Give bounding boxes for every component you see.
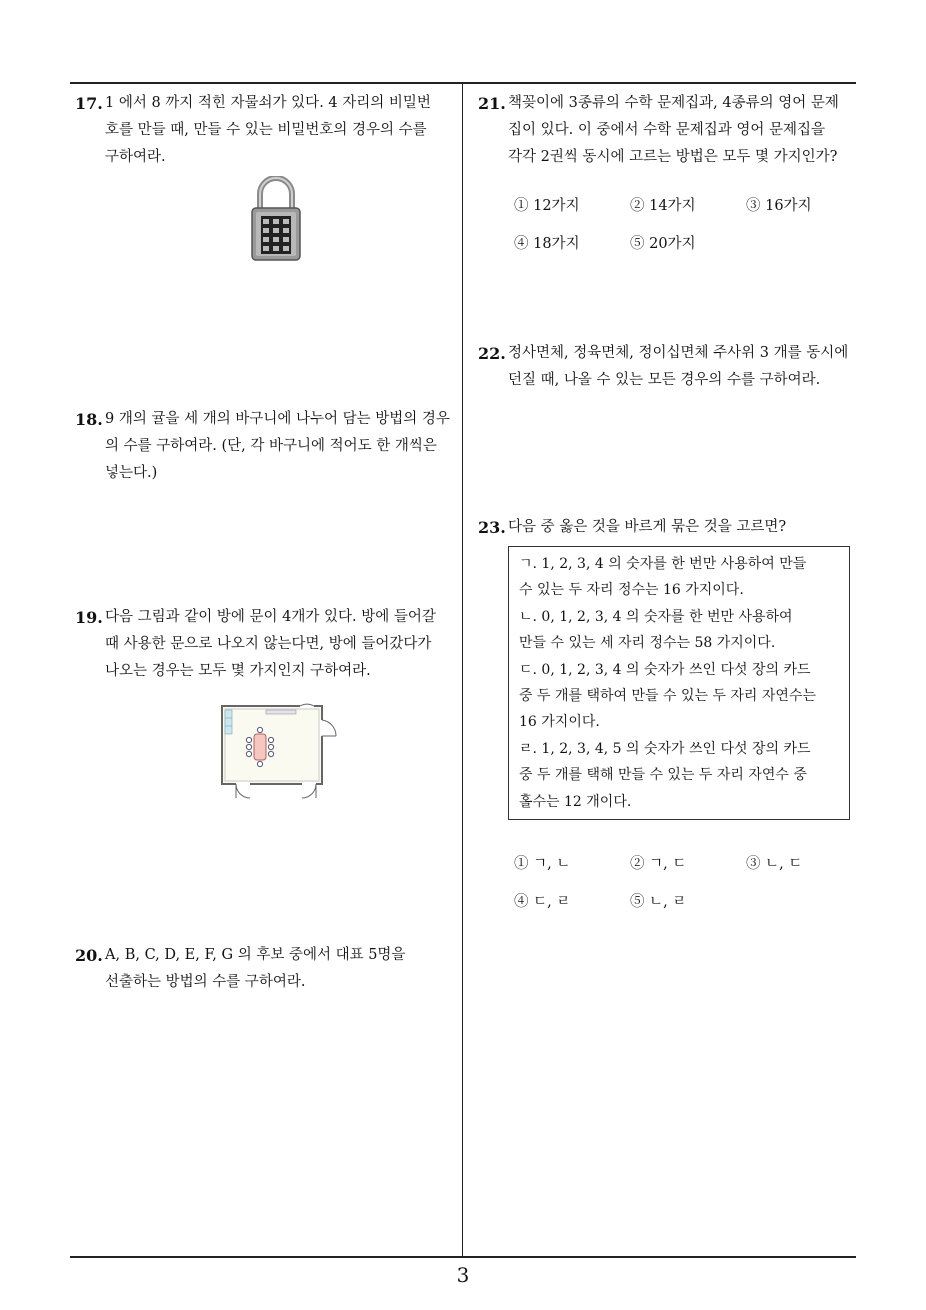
- statement-line: ㄷ. 0, 1, 2, 3, 4 의 숫자가 쓰인 다섯 장의 카드: [519, 661, 811, 678]
- question-number: 21.: [478, 94, 506, 113]
- choice-3[interactable]: ③ ㄴ, ㄷ: [746, 856, 803, 872]
- question-text-line: 9 개의 귤을 세 개의 바구니에 나누어 담는 방법의 경우: [105, 411, 450, 427]
- question-text-line: A, B, C, D, E, F, G 의 후보 중에서 대표 5명을: [105, 947, 406, 963]
- question-17: [75, 90, 455, 171]
- statement-line: ㄹ. 1, 2, 3, 4, 5 의 숫자가 쓰인 다섯 장의 카드: [519, 740, 811, 757]
- question-20: [75, 942, 455, 996]
- question-text-line: 1 에서 8 까지 적힌 자물쇠가 있다. 4 자리의 비밀번: [105, 95, 431, 111]
- choices-21: [514, 194, 854, 254]
- question-21: [478, 90, 860, 171]
- column-divider: [462, 82, 463, 1257]
- choice-4[interactable]: ④ ㄷ, ㄹ: [514, 894, 571, 910]
- question-22: [478, 340, 860, 394]
- statement-line: 수 있는 두 자리 정수는 16 가지이다.: [519, 582, 744, 599]
- question-text-line: 집이 있다. 이 중에서 수학 문제집과 영어 문제집을: [508, 122, 826, 138]
- page-number: 3: [456, 1263, 470, 1287]
- question-text-line: 의 수를 구하여라. (단, 각 바구니에 적어도 한 개씩은: [105, 438, 437, 454]
- choice-2[interactable]: ② ㄱ, ㄷ: [630, 856, 687, 872]
- question-text-line: 책꽂이에 3종류의 수학 문제집과, 4종류의 영어 문제: [508, 95, 839, 111]
- bottom-rule: [70, 1256, 856, 1258]
- room-floorplan-figure: [218, 700, 348, 800]
- statement-line: ㄱ. 1, 2, 3, 4 의 숫자를 한 번만 사용하여 만들: [519, 556, 807, 572]
- choice-4[interactable]: ④ 18가지: [514, 236, 580, 252]
- question-23: [478, 514, 860, 541]
- question-text-line: 각각 2권씩 동시에 고르는 방법은 모두 몇 가지인가?: [508, 149, 838, 165]
- choice-1[interactable]: ① ㄱ, ㄴ: [514, 856, 571, 872]
- choice-5[interactable]: ⑤ 20가지: [630, 236, 696, 252]
- question-number: 18.: [75, 410, 103, 429]
- question-text-line: 던질 때, 나올 수 있는 모든 경우의 수를 구하여라.: [508, 372, 821, 388]
- question-number: 20.: [75, 946, 103, 965]
- question-number: 19.: [75, 608, 103, 627]
- question-text-line: 나오는 경우는 모두 몇 가지인지 구하여라.: [105, 663, 371, 679]
- choice-3[interactable]: ③ 16가지: [746, 198, 812, 214]
- statement-line: 16 가지이다.: [519, 714, 600, 731]
- statement-line: 중 두 개를 택해 만들 수 있는 두 자리 자연수 중: [519, 767, 807, 784]
- question-19: [75, 604, 455, 685]
- question-text-line: 때 사용한 문으로 나오지 않는다면, 방에 들어갔다가: [105, 636, 432, 652]
- choices-23: [514, 852, 854, 912]
- choice-5[interactable]: ⑤ ㄴ, ㄹ: [630, 894, 687, 910]
- statements-box: [508, 546, 850, 820]
- statement-line: 만들 수 있는 세 자리 정수는 58 가지이다.: [519, 635, 776, 652]
- question-text-line: 호를 만들 때, 만들 수 있는 비밀번호의 경우의 수를: [105, 122, 427, 138]
- question-text-line: 다음 중 옳은 것을 바르게 묶은 것을 고르면?: [508, 519, 787, 535]
- statement-line: ㄴ. 0, 1, 2, 3, 4 의 숫자를 한 번만 사용하여: [519, 608, 793, 625]
- question-18: [75, 406, 455, 487]
- choice-1[interactable]: ① 12가지: [514, 198, 580, 214]
- statement-line: 홀수는 12 개이다.: [519, 793, 632, 810]
- padlock-figure: [248, 176, 304, 262]
- question-number: 17.: [75, 94, 103, 113]
- question-text-line: 정사면체, 정육면체, 정이십면체 주사위 3 개를 동시에: [508, 345, 849, 361]
- choice-2[interactable]: ② 14가지: [630, 198, 696, 214]
- statement-line: 중 두 개를 택하여 만들 수 있는 두 자리 자연수는: [519, 688, 817, 705]
- question-text-line: 구하여라.: [105, 149, 166, 165]
- question-text-line: 선출하는 방법의 수를 구하여라.: [105, 974, 306, 990]
- question-text-line: 다음 그림과 같이 방에 문이 4개가 있다. 방에 들어갈: [105, 609, 436, 625]
- question-number: 23.: [478, 518, 506, 537]
- question-text-line: 넣는다.): [105, 465, 158, 481]
- question-number: 22.: [478, 344, 506, 363]
